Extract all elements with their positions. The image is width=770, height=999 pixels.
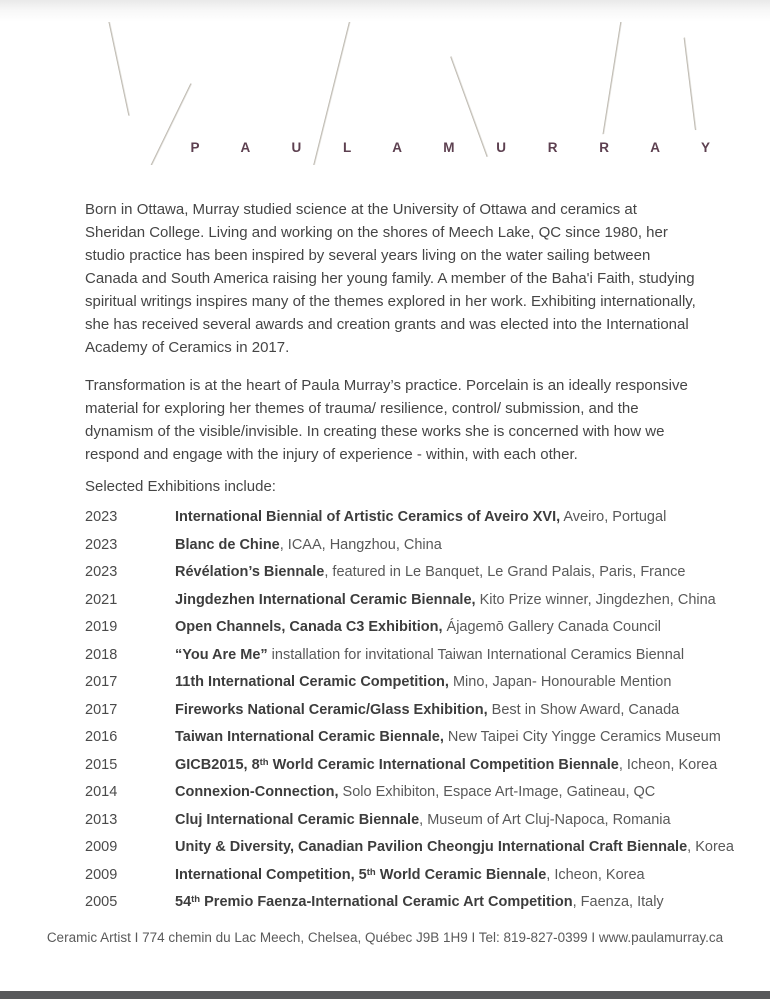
exhibition-title: 11th International Ceramic Competition, Mino, Japan- Honourable Mention [175, 674, 672, 690]
exhibition-title: Open Channels, Canada C3 Exhibition, Ájagemō Gallery Canada Council [175, 619, 661, 635]
exhibition-row [85, 673, 770, 692]
bio-paragraph-1: Born in Ottawa, Murray studied science at the University of Ottawa and ceramics at Sheridan College. Living and working on the shores of Meech Lake, QC since 1980, her studio practice has been inspired by several years living on the water sailing between Canada and South America raising her young family. A member of the Baha'i Faith, studying spiritual writings inspires many of the themes explored in her work. Exhibiting internationally, she has received several awards and creation grants and was elected into the International Academy of Ceramics in 2017. [85, 201, 696, 356]
exhibition-detail: , Korea [687, 839, 734, 855]
footer-contact: Ceramic Artist I 774 chemin du Lac Meech, Chelsea, Québec J9B 1H9 I Tel: 819-827-0399 I www.paulamurray.ca [46, 930, 724, 945]
ordinal-superscript: th [191, 894, 201, 905]
exhibition-row [85, 838, 770, 857]
exhibition-row [85, 728, 770, 747]
exhibition-title: Révélation’s Biennale, featured in Le Banquet, Le Grand Palais, Paris, France [175, 564, 686, 580]
ordinal-superscript: th [366, 866, 376, 878]
exhibition-detail: Ájagemō Gallery Canada Council [442, 619, 661, 635]
exhibition-row [85, 646, 770, 665]
exhibition-row [85, 536, 770, 555]
exhibition-detail: Kito Prize winner, Jingdezhen, China [475, 591, 716, 608]
exhibition-row [85, 811, 770, 830]
crack-line [684, 37, 699, 141]
exhibition-year: 2017 [85, 674, 118, 690]
exhibition-year: 2021 [85, 591, 118, 608]
exhibition-row [85, 563, 770, 582]
exhibition-row [85, 508, 770, 527]
exhibition-detail: , ICAA, Hangzhou, China [279, 536, 442, 553]
header-texture-image [22, 22, 745, 165]
bio-paragraph-2: Transformation is at the heart of Paula Murray’s practice. Porcelain is an ideally responsive material for exploring her themes of trauma/ resilience, control/ submission, and the dynamism of the visible/invisible. In creating these works she is concerned with how we respond and engage with the injury of experience - within, with each other. [85, 377, 688, 463]
exhibition-year: 2013 [85, 811, 118, 828]
exhibition-title: International Biennial of Artistic Ceramics of Aveiro XVI, Aveiro, Portugal [175, 509, 667, 525]
top-gradient [0, 0, 770, 22]
exhibition-row [85, 756, 770, 775]
exhibition-row [85, 618, 770, 637]
exhibition-detail: Aveiro, Portugal [560, 509, 667, 525]
exhibition-row [85, 701, 770, 720]
exhibition-detail: New Taipei City Yingge Ceramics Museum [443, 729, 721, 745]
exhibition-detail: Mino, Japan- Honourable Mention [448, 674, 672, 690]
exhibition-detail: installation for invitational Taiwan International Ceramics Biennal [267, 646, 685, 663]
exhibition-title: Taiwan International Ceramic Biennale, New Taipei City Yingge Ceramics Museum [175, 729, 721, 745]
exhibition-detail: Solo Exhibiton, Espace Art-Image, Gatineau, QC [338, 784, 656, 800]
exhibition-year: 2016 [85, 729, 118, 745]
exhibition-year: 2023 [85, 536, 118, 553]
exhibition-row [85, 866, 770, 885]
exhibition-year: 2023 [85, 509, 118, 525]
crack-line [134, 83, 193, 165]
exhibition-year: 2023 [85, 564, 118, 580]
ordinal-superscript: th [259, 756, 269, 768]
exhibition-detail: Best in Show Award, Canada [487, 701, 680, 718]
exhibition-detail: , Museum of Art Cluj-Napoca, Romania [419, 811, 671, 828]
artist-name: P A U L A M U R R A Y [190, 140, 719, 155]
exhibition-row [85, 893, 770, 912]
exhibition-year: 2005 [85, 894, 118, 910]
exhibition-title: GICB2015, 8th World Ceramic International Competition Biennale, Icheon, Korea [175, 756, 718, 773]
exhibition-year: 2015 [85, 756, 118, 773]
exhibition-year: 2014 [85, 784, 118, 800]
crack-line [602, 22, 624, 136]
exhibitions-heading: Selected Exhibitions include: [85, 478, 276, 495]
exhibition-title: “You Are Me” installation for invitational Taiwan International Ceramics Biennal [175, 646, 685, 663]
crack-line [106, 22, 131, 116]
exhibition-title: Fireworks National Ceramic/Glass Exhibition, Best in Show Award, Canada [175, 701, 680, 718]
exhibition-title: International Competition, 5th World Ceramic Biennale, Icheon, Korea [175, 866, 645, 883]
exhibition-row [85, 591, 770, 610]
exhibition-year: 2009 [85, 866, 118, 883]
exhibitions-list [85, 508, 770, 912]
exhibition-detail: , Icheon, Korea [546, 866, 645, 883]
exhibition-year: 2017 [85, 701, 118, 718]
exhibition-title: 54th Premio Faenza-International Ceramic Art Competition, Faenza, Italy [175, 894, 664, 910]
exhibition-year: 2009 [85, 839, 118, 855]
window-bottom-edge [0, 991, 770, 999]
exhibition-title: Jingdezhen International Ceramic Biennale, Kito Prize winner, Jingdezhen, China [175, 591, 716, 608]
exhibition-detail: , featured in Le Banquet, Le Grand Palais, Paris, France [324, 564, 686, 580]
exhibition-year: 2018 [85, 646, 118, 663]
exhibition-year: 2019 [85, 619, 118, 635]
exhibition-detail: , Faenza, Italy [572, 894, 664, 910]
exhibition-detail: , Icheon, Korea [618, 756, 718, 773]
exhibition-row [85, 783, 770, 802]
exhibition-title: Blanc de Chine, ICAA, Hangzhou, China [175, 536, 442, 553]
exhibition-title: Cluj International Ceramic Biennale, Museum of Art Cluj-Napoca, Romania [175, 811, 671, 828]
exhibition-title: Unity & Diversity, Canadian Pavilion Cheongju International Craft Biennale, Korea [175, 839, 734, 855]
exhibition-title: Connexion-Connection, Solo Exhibiton, Espace Art-Image, Gatineau, QC [175, 784, 656, 800]
